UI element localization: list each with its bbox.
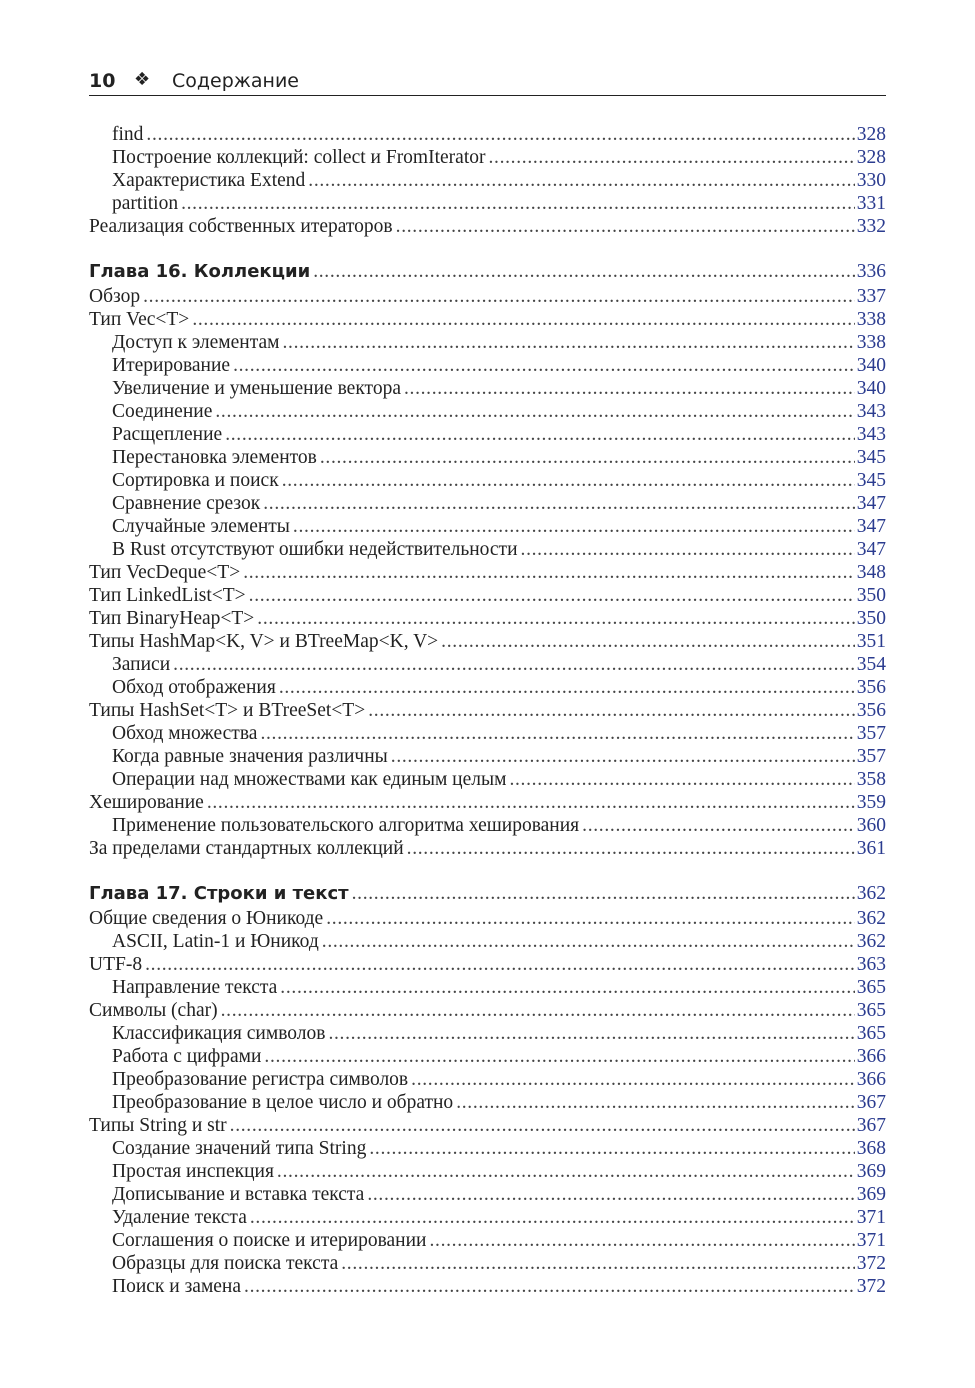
toc-page-number[interactable]: 359 [856, 792, 886, 813]
toc-entry-title: Обзор [89, 286, 141, 307]
toc-page-number[interactable]: 340 [856, 355, 886, 376]
toc-entry-title: Расщепление [112, 424, 223, 445]
toc-entry-title: Случайные элементы [112, 516, 290, 537]
dot-leader [280, 977, 854, 999]
toc-subsection-entry[interactable] [89, 1161, 886, 1184]
toc-entry-title: В Rust отсутствуют ошибки недействительности [112, 539, 518, 560]
toc-entry-title: Типы String и str [89, 1115, 227, 1136]
dot-leader [326, 908, 855, 930]
dot-leader [391, 746, 855, 768]
toc-page-number[interactable]: 351 [856, 631, 886, 652]
toc-entry-title: Записи [112, 654, 171, 675]
toc-page-number[interactable]: 331 [856, 193, 886, 214]
toc-subsection-entry[interactable] [89, 977, 886, 1000]
chapter-spacer [89, 861, 886, 883]
toc-page-number[interactable]: 367 [856, 1115, 886, 1136]
toc-entry-title: Характеристика Extend [112, 170, 306, 191]
dot-leader [250, 1207, 855, 1229]
toc-subsection-entry[interactable] [89, 1138, 886, 1161]
toc-page-number[interactable]: 369 [856, 1161, 886, 1182]
toc-entry-title: Классификация символов [112, 1023, 326, 1044]
toc-section-entry[interactable] [89, 216, 886, 239]
toc-page-number[interactable]: 332 [856, 216, 886, 237]
toc-subsection-entry[interactable] [89, 516, 886, 539]
toc-page-number[interactable]: 338 [856, 332, 886, 353]
toc-chapter-entry[interactable] [89, 883, 886, 908]
toc-page-number[interactable]: 343 [856, 424, 886, 445]
dot-leader [411, 1069, 855, 1091]
toc-subsection-entry[interactable] [89, 1276, 886, 1299]
toc-section-entry[interactable] [89, 608, 886, 631]
toc-page-number[interactable]: 363 [856, 954, 886, 975]
toc-section-entry[interactable] [89, 908, 886, 931]
toc-subsection-entry[interactable] [89, 1069, 886, 1092]
dot-leader [404, 378, 855, 400]
toc-entry-title: Глава 16. Коллекции [89, 261, 311, 282]
toc-entry-title: За пределами стандартных коллекций [89, 838, 404, 859]
toc-subsection-entry[interactable] [89, 723, 886, 746]
toc-subsection-entry[interactable] [89, 746, 886, 769]
toc-entry-title: Общие сведения о Юникоде [89, 908, 324, 929]
dot-leader [407, 838, 855, 860]
toc-section-entry[interactable] [89, 700, 886, 723]
toc-section-entry[interactable] [89, 792, 886, 815]
toc-entry-title: Увеличение и уменьшение вектора [112, 378, 401, 399]
toc-section-entry[interactable] [89, 1115, 886, 1138]
dot-leader [509, 769, 854, 791]
toc-entry-title: Преобразование регистра символов [112, 1069, 409, 1090]
toc-section-entry[interactable] [89, 954, 886, 977]
toc-page-number[interactable]: 371 [856, 1230, 886, 1251]
dot-leader [429, 1230, 854, 1252]
toc-page-number[interactable]: 365 [856, 1000, 886, 1021]
dot-leader [582, 815, 855, 837]
dot-leader [143, 286, 855, 308]
toc-subsection-entry[interactable] [89, 378, 886, 401]
dot-leader [145, 954, 855, 976]
toc-entry-title: Обход отображения [112, 677, 276, 698]
dot-leader [260, 723, 854, 745]
toc-subsection-entry[interactable] [89, 1092, 886, 1115]
toc-page-number[interactable]: 347 [856, 493, 886, 514]
dot-leader [369, 1138, 854, 1160]
dot-leader [221, 1000, 855, 1022]
toc-subsection-entry[interactable] [89, 677, 886, 700]
toc-page-number[interactable]: 328 [856, 124, 886, 145]
dot-leader [456, 1092, 855, 1114]
toc-chapter-entry[interactable] [89, 261, 886, 286]
toc-entry-title: Когда равные значения различны [112, 746, 388, 767]
dot-leader [488, 147, 854, 169]
toc-entry-title: UTF-8 [89, 954, 143, 975]
toc-subsection-entry[interactable] [89, 147, 886, 170]
toc-page-number[interactable]: 357 [856, 723, 886, 744]
toc-entry-title: Поиск и замена [112, 1276, 242, 1297]
toc-entry-title: Операции над множествами как единым целым [112, 769, 507, 790]
dot-leader [328, 1023, 854, 1045]
dot-leader [282, 470, 855, 492]
toc-subsection-entry[interactable] [89, 401, 886, 424]
toc-page-number[interactable]: 337 [856, 286, 886, 307]
toc-subsection-entry[interactable] [89, 769, 886, 792]
dot-leader [282, 332, 854, 354]
dot-leader [368, 700, 855, 722]
toc-page-number[interactable]: 366 [856, 1069, 886, 1090]
toc-entry-title: Глава 17. Строки и текст [89, 883, 349, 904]
toc-page-number[interactable]: 350 [856, 608, 886, 629]
toc-page-number[interactable]: 358 [856, 769, 886, 790]
toc-page-number[interactable]: 357 [856, 746, 886, 767]
toc-entry-title: Типы HashMap<K, V> и BTreeMap<K, V> [89, 631, 439, 652]
chapter-spacer [89, 239, 886, 261]
toc-subsection-entry[interactable] [89, 124, 886, 147]
toc-entry-title: Применение пользовательского алгоритма хеширования [112, 815, 580, 836]
toc-page-number[interactable]: 330 [856, 170, 886, 191]
running-header [89, 67, 886, 96]
toc-entry-title: Перестановка элементов [112, 447, 317, 468]
toc-subsection-entry[interactable] [89, 931, 886, 954]
toc-subsection-entry[interactable] [89, 654, 886, 677]
dot-leader [293, 516, 855, 538]
toc-subsection-entry[interactable] [89, 1046, 886, 1069]
toc-page-number[interactable]: 367 [856, 1092, 886, 1113]
dot-leader [233, 355, 855, 377]
toc-entry-title: Построение коллекций: collect и FromIterator [112, 147, 486, 168]
toc-subsection-entry[interactable] [89, 470, 886, 493]
toc-entry-title: Дописывание и вставка текста [112, 1184, 365, 1205]
toc-entry-title: Доступ к элементам [112, 332, 280, 353]
toc-entry-title: Типы HashSet<T> и BTreeSet<T> [89, 700, 366, 721]
toc-subsection-entry[interactable] [89, 815, 886, 838]
dot-leader [181, 193, 855, 215]
toc-subsection-entry[interactable] [89, 355, 886, 378]
toc-page-number[interactable]: 362 [856, 908, 886, 929]
toc-page-number[interactable]: 361 [856, 838, 886, 859]
toc-section-entry[interactable] [89, 562, 886, 585]
dot-leader [264, 1046, 854, 1068]
dot-leader [396, 216, 855, 238]
toc-subsection-entry[interactable] [89, 1253, 886, 1276]
toc-page-number[interactable]: 362 [856, 931, 886, 952]
dot-leader [263, 493, 855, 515]
dot-leader [308, 170, 854, 192]
dot-leader [192, 309, 854, 331]
dot-leader [257, 608, 854, 630]
toc-page-number[interactable]: 336 [856, 261, 886, 282]
toc-page-number[interactable]: 354 [856, 654, 886, 675]
toc-entry-title: Тип Vec<T> [89, 309, 190, 330]
toc-page-number[interactable]: 362 [856, 883, 886, 904]
dot-leader [320, 447, 855, 469]
toc-page-number[interactable]: 365 [856, 1023, 886, 1044]
dot-leader [225, 424, 855, 446]
toc-page-number[interactable]: 369 [856, 1184, 886, 1205]
toc-page-number[interactable]: 360 [856, 815, 886, 836]
toc-subsection-entry[interactable] [89, 424, 886, 447]
toc-entry-title: ASCII, Latin-1 и Юникод [112, 931, 319, 952]
toc-page-number[interactable]: 372 [856, 1253, 886, 1274]
toc-page-number[interactable]: 366 [856, 1046, 886, 1067]
toc-page-number[interactable]: 348 [856, 562, 886, 583]
toc-page-number[interactable]: 340 [856, 378, 886, 399]
toc-entry-title: Удаление текста [112, 1207, 247, 1228]
toc-page-number[interactable]: 356 [856, 677, 886, 698]
toc-entry-title: Сортировка и поиск [112, 470, 279, 491]
dot-leader [313, 261, 855, 283]
toc-subsection-entry[interactable] [89, 1230, 886, 1253]
toc-subsection-entry[interactable] [89, 1207, 886, 1230]
toc-entry-title: Работа с цифрами [112, 1046, 262, 1067]
toc-page-number[interactable]: 343 [856, 401, 886, 422]
toc-subsection-entry[interactable] [89, 170, 886, 193]
page-number: 10 [89, 70, 116, 92]
toc-entry-title: Соединение [112, 401, 213, 422]
toc-entry-title: Тип BinaryHeap<T> [89, 608, 255, 629]
toc-entry-title: Преобразование в целое число и обратно [112, 1092, 454, 1113]
toc-page-number[interactable]: 356 [856, 700, 886, 721]
toc-entry-title: Тип LinkedList<T> [89, 585, 246, 606]
toc-section-entry[interactable] [89, 1000, 886, 1023]
dot-leader [341, 1253, 855, 1275]
toc-page-number[interactable]: 338 [856, 309, 886, 330]
toc-subsection-entry[interactable] [89, 447, 886, 470]
dot-leader [352, 883, 855, 905]
toc-entry-title: Сравнение срезок [112, 493, 261, 514]
toc-entry-title: Хеширование [89, 792, 204, 813]
toc-section-entry[interactable] [89, 309, 886, 332]
toc-subsection-entry[interactable] [89, 193, 886, 216]
dot-leader [173, 654, 855, 676]
dot-leader [322, 931, 855, 953]
dot-leader [146, 124, 854, 146]
toc-subsection-entry[interactable] [89, 1184, 886, 1207]
toc-subsection-entry[interactable] [89, 332, 886, 355]
toc-subsection-entry[interactable] [89, 539, 886, 562]
toc-entry-title: Обход множества [112, 723, 258, 744]
toc-section-entry[interactable] [89, 286, 886, 309]
toc-entry-title: Создание значений типа String [112, 1138, 367, 1159]
toc-section-entry[interactable] [89, 838, 886, 861]
toc-page-number[interactable]: 372 [856, 1276, 886, 1297]
toc-entry-title: Тип VecDeque<T> [89, 562, 241, 583]
toc-entry-title: Образцы для поиска текста [112, 1253, 339, 1274]
dot-leader [230, 1115, 855, 1137]
toc-page-number[interactable]: 347 [856, 539, 886, 560]
toc-page-number[interactable]: 347 [856, 516, 886, 537]
toc-page-number[interactable]: 345 [856, 447, 886, 468]
toc-subsection-entry[interactable] [89, 1023, 886, 1046]
dot-leader [441, 631, 855, 653]
toc-page-number[interactable]: 368 [856, 1138, 886, 1159]
toc-page-number[interactable]: 365 [856, 977, 886, 998]
toc-page-number[interactable]: 345 [856, 470, 886, 491]
dot-leader [249, 585, 855, 607]
dot-leader [521, 539, 855, 561]
dot-leader [243, 562, 855, 584]
toc-entry-title: Соглашения о поиске и итерировании [112, 1230, 427, 1251]
toc-page-number[interactable]: 371 [856, 1207, 886, 1228]
toc-subsection-entry[interactable] [89, 493, 886, 516]
toc-entry-title: Итерирование [112, 355, 231, 376]
dot-leader [277, 1161, 855, 1183]
dot-leader [279, 677, 855, 699]
toc-section-entry[interactable] [89, 631, 886, 654]
toc-entry-title: Направление текста [112, 977, 278, 998]
toc-entry-title: Символы (char) [89, 1000, 218, 1021]
toc-section-entry[interactable] [89, 585, 886, 608]
toc-entry-title: Реализация собственных итераторов [89, 216, 393, 237]
table-of-contents [89, 124, 886, 1299]
dot-leader [215, 401, 854, 423]
toc-page-number[interactable]: 328 [856, 147, 886, 168]
dot-leader [244, 1276, 855, 1298]
dot-leader [207, 792, 855, 814]
toc-page-number[interactable]: 350 [856, 585, 886, 606]
toc-entry-title: find [112, 124, 144, 145]
toc-entry-title: Простая инспекция [112, 1161, 274, 1182]
toc-entry-title: partition [112, 193, 179, 214]
separator-ornament-icon: ❖ [134, 69, 151, 90]
section-title: Содержание [172, 70, 299, 92]
dot-leader [367, 1184, 854, 1206]
